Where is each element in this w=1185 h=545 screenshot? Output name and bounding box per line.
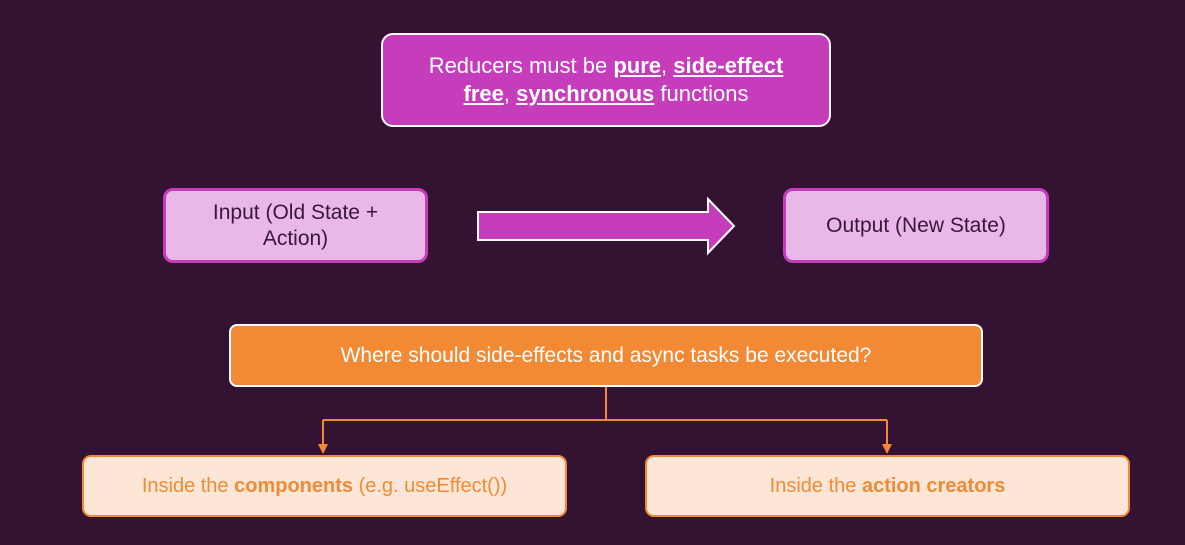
answer-left-prefix: Inside the: [141, 474, 235, 497]
arrowhead-left: [318, 444, 328, 454]
answer-right-prefix: Inside the: [769, 474, 862, 497]
question-text: Where should side-effects and async tasks be executed?: [340, 343, 872, 367]
branch-connector: [323, 387, 887, 445]
term-side-effect-free: side-effect free: [463, 53, 784, 106]
answer-action-creators-text: [770, 475, 1006, 498]
answer-right-bold: action creators: [861, 474, 1006, 497]
reducer-rule-sep1: ,: [661, 53, 674, 78]
reducer-rule-suffix: functions: [654, 81, 749, 106]
arrowhead-right: [882, 444, 892, 454]
flow-arrow: [478, 199, 734, 253]
term-synchronous: synchronous: [516, 81, 655, 106]
reducer-rule-prefix: Reducers must be: [428, 53, 614, 78]
term-pure: pure: [613, 53, 662, 78]
input-label: Input (Old State + Action): [212, 200, 379, 250]
answer-components-box: [82, 455, 567, 517]
answer-action-creators-box: [645, 455, 1130, 517]
answer-left-bold: components: [234, 474, 354, 497]
question-box: [229, 324, 983, 387]
output-label: Output (New State): [826, 213, 1006, 237]
reducer-rule-sep2: ,: [503, 81, 517, 106]
answer-components-text: [142, 475, 507, 498]
answer-left-suffix: (e.g. useEffect()): [353, 474, 508, 497]
